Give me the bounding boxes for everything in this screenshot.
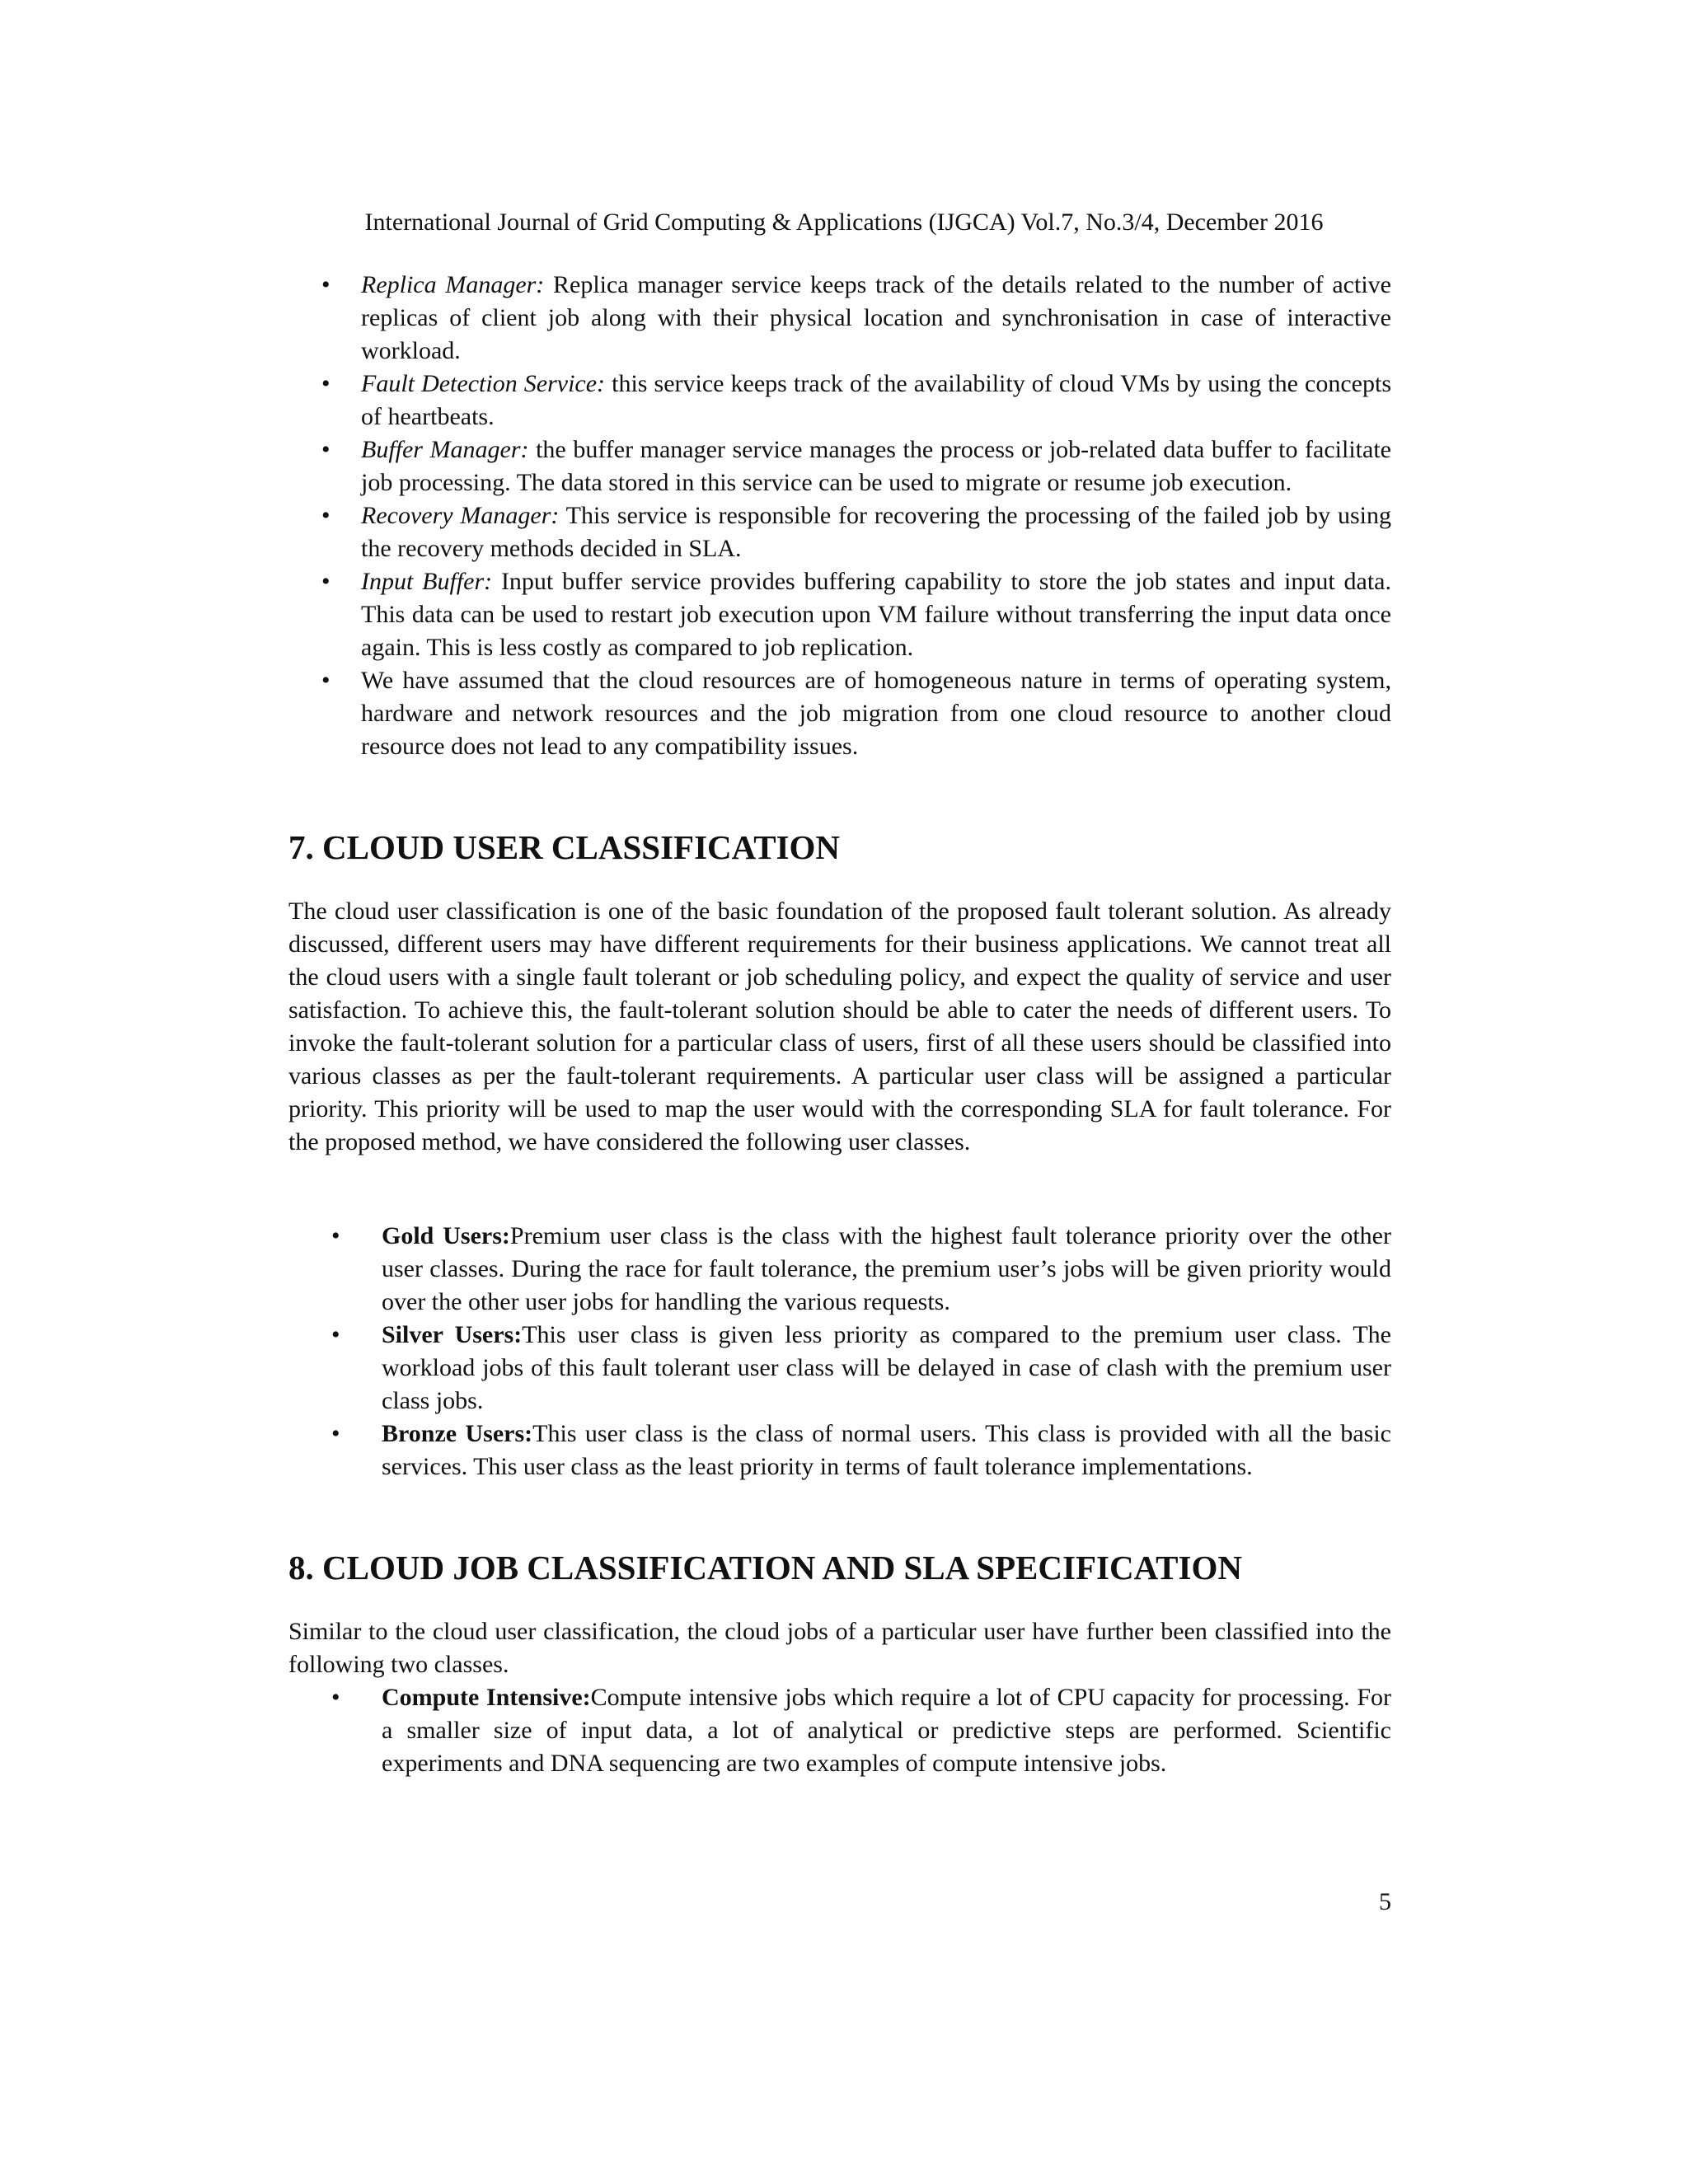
list-item	[288, 499, 1391, 565]
list-item-term: Buffer Manager:	[361, 436, 529, 463]
list-item	[288, 434, 1391, 499]
list-item	[288, 368, 1391, 434]
list-item	[288, 664, 1391, 763]
list-item-term: Fault Detection Service:	[361, 370, 606, 397]
bullet-icon: •	[321, 502, 331, 529]
page-number: 5	[1379, 1888, 1391, 1915]
list-item-term: Gold Users:	[382, 1222, 510, 1249]
job-classes-list	[288, 1681, 1391, 1780]
bullet-icon: •	[331, 1684, 340, 1711]
list-item-text: the buffer manager service manages the process or job-related data buffer to facilitate job processing. The data stored in this service can be used to migrate or resume job execution.	[361, 436, 1391, 496]
list-item-text: This user class is the class of normal users. This class is provided with all the basic services. This user class as the least priority in terms of fault tolerance implementations.	[382, 1420, 1391, 1480]
list-item	[288, 1220, 1391, 1319]
job-classes-block	[288, 1681, 1391, 1780]
list-item-text: This service is responsible for recovering the processing of the failed job by using the recovery methods decided in SLA.	[361, 502, 1391, 562]
list-item-text: Compute intensive jobs which require a lot of CPU capacity for processing. For a smaller size of input data, a lot of analytical or predictive steps are performed. Scientific experiments and DNA sequencing are two examples of compute intensive jobs.	[382, 1684, 1391, 1777]
list-item	[288, 269, 1391, 368]
list-item-term: Replica Manager:	[361, 271, 545, 298]
list-item-term: Silver Users:	[382, 1321, 523, 1348]
list-item-text: This user class is given less priority as compared to the premium user class. The workload jobs of this fault tolerant user class will be delayed in case of clash with the premium user class jobs.	[382, 1321, 1391, 1414]
list-item-term: Recovery Manager:	[361, 502, 560, 529]
list-item-text: Replica manager service keeps track of the details related to the number of active replicas of client job along with their physical location and synchronisation in case of interactive workload.	[361, 271, 1391, 364]
bullet-icon: •	[321, 370, 331, 397]
list-item-text: Input buffer service provides buffering capability to store the job states and input data. This data can be used to restart job execution upon VM failure without transferring the input data once again. This is less costly as compared to job replication.	[361, 568, 1391, 661]
user-classes-list	[288, 1220, 1391, 1483]
list-item-term: Input Buffer:	[361, 568, 493, 595]
section-8-paragraph: Similar to the cloud user classification, the cloud jobs of a particular user have further been classified into the following two classes.	[288, 1618, 1391, 1678]
section-7-paragraph: The cloud user classification is one of the basic foundation of the proposed fault tolerant solution. As already discussed, different users may have different requirements for their business applications. We cannot treat all the cloud users with a single fault tolerant or job scheduling policy, and expect the quality of service and user satisfaction. To achieve this, the fault-tolerant solution should be able to cater the needs of different users. To invoke the fault-tolerant solution for a particular class of users, first of all these users should be classified into various classes as per the fault-tolerant requirements. A particular user class will be assigned a particular priority. This priority will be used to map the user would with the corresponding SLA for fault tolerance. For the proposed method, we have considered the following user classes.	[288, 898, 1391, 1155]
list-item-term: Bronze Users:	[382, 1420, 533, 1447]
bullet-icon: •	[321, 568, 331, 595]
list-item-text: this service keeps track of the availability of cloud VMs by using the concepts of heartbeats.	[361, 370, 1391, 430]
bullet-icon: •	[331, 1222, 340, 1249]
user-classes-block	[288, 1220, 1391, 1483]
list-item	[288, 1319, 1391, 1418]
services-list	[288, 269, 1391, 763]
bullet-icon: •	[321, 667, 331, 694]
list-item	[288, 1681, 1391, 1780]
services-list-block	[288, 269, 1391, 763]
running-header: International Journal of Grid Computing & Applications (IJGCA) Vol.7, No.3/4, December 2016	[364, 209, 1324, 236]
bullet-icon: •	[331, 1420, 340, 1447]
section-heading-8: 8. CLOUD JOB CLASSIFICATION AND SLA SPECIFICATION	[288, 1549, 1242, 1586]
bullet-icon: •	[331, 1321, 340, 1348]
bullet-icon: •	[321, 271, 331, 298]
list-item-term: Compute Intensive:	[382, 1684, 591, 1711]
list-item	[288, 1418, 1391, 1483]
list-item-text: We have assumed that the cloud resources are of homogeneous nature in terms of operating system, hardware and network resources and the job migration from one cloud resource to another cloud resource does not lead to any compatibility issues.	[361, 667, 1391, 760]
list-item	[288, 565, 1391, 664]
section-heading-7: 7. CLOUD USER CLASSIFICATION	[288, 828, 841, 866]
bullet-icon: •	[321, 436, 331, 463]
list-item-text: Premium user class is the class with the highest fault tolerance priority over the other user classes. During the race for fault tolerance, the premium user’s jobs will be given priority would over the other user jobs for handling the various requests.	[382, 1222, 1391, 1315]
